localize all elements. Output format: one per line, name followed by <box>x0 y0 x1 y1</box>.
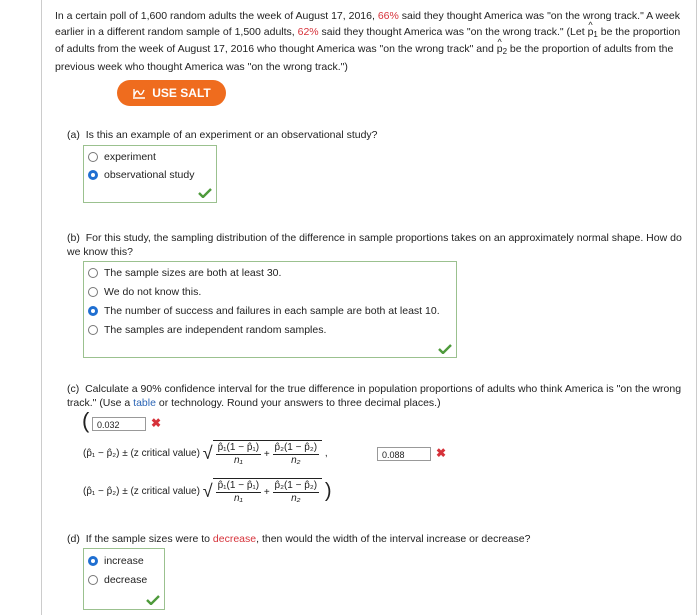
part-a-question: (a) Is this an example of an experiment or an observational study? <box>67 129 378 141</box>
p-hat-1-symbol: ^ p <box>588 25 594 41</box>
radio-button-selected[interactable] <box>88 556 98 566</box>
problem-intro: In a certain poll of 1,600 random adults the week of August 17, 2016, 66% said they thought America was "on the wrong track." A week earlier in a different random sample of 1,500 adults, 62% said they thought America was "on the wrong track." (Let ^ $p_1$ be the proportion of adults from the week of August 17, 2016 who thought America was "on the wrong track" and ^ $p_2$ be the proportion of adults from the previous week who thought America was "on the wrong track.") <box>55 9 688 75</box>
part-d-option-decrease[interactable]: decrease <box>88 574 147 586</box>
radio-button[interactable] <box>88 268 98 278</box>
incorrect-x-icon: ✖ <box>436 446 447 460</box>
part-a-option-experiment[interactable]: experiment <box>88 151 156 163</box>
part-b-answer-box <box>83 261 457 358</box>
incorrect-x-icon: ✖ <box>151 416 162 430</box>
part-b-option-4[interactable]: The samples are independent random samples. <box>88 324 326 336</box>
part-c-question: (c) Calculate a 90% confidence interval for the true difference in population proportions of adults who think America is "on the wrong track." (Use a table or technology. Round your answers to three decimal places.) <box>67 383 682 409</box>
radio-button-selected[interactable] <box>88 170 98 180</box>
correct-check-icon <box>198 188 212 198</box>
formula-upper: (p̂₁ − p̂₂) ± (z critical value) √ $\frac{\text{p̂₁(1 − p̂₁)}}{\text{n₁}}$ + $\frac{\text{p̂₂(1 − p̂₂)}}{\text{n₂}}$ ) <box>83 480 332 504</box>
radio-button[interactable] <box>88 287 98 297</box>
p-hat-2-symbol: ^ p <box>497 42 503 58</box>
part-b-option-2[interactable]: We do not know this. <box>88 286 201 298</box>
salt-chart-icon <box>132 87 146 99</box>
pct-week0: 62% <box>297 25 319 38</box>
decrease-keyword: decrease <box>212 533 257 545</box>
upper-bound-input[interactable]: 0.088 <box>377 447 431 461</box>
correct-check-icon <box>146 595 160 605</box>
part-b-option-1[interactable]: The sample sizes are both at least 30. <box>88 267 281 279</box>
part-a-option-observational[interactable]: observational study <box>88 169 194 181</box>
open-paren: ( <box>82 408 90 433</box>
part-d-question: (d) If the sample sizes were to decrease, then would the width of the interval increase or decrease? <box>67 533 531 545</box>
lower-bound-input[interactable]: 0.032 <box>92 417 146 431</box>
part-b-question: (b) For this study, the sampling distribution of the difference in sample proportions takes on an approximately normal shape. How do we know this? <box>67 232 682 258</box>
radio-button-selected[interactable] <box>88 306 98 316</box>
radio-button[interactable] <box>88 325 98 335</box>
pct-week1: 66% <box>377 10 399 22</box>
part-b-option-3[interactable]: The number of success and failures in each sample are both at least 10. <box>88 305 440 317</box>
correct-check-icon <box>438 344 452 354</box>
part-d-answer-box <box>83 548 165 610</box>
formula-lower: (p̂₁ − p̂₂) ± (z critical value) √ $\frac{\text{p̂₁(1 − p̂₁)}}{\text{n₁}}$ + $\frac{\text{p̂₂(1 − p̂₂)}}{\text{n₂}}$ , <box>83 442 328 466</box>
part-a-answer-box <box>83 145 217 203</box>
radio-button[interactable] <box>88 152 98 162</box>
use-salt-button[interactable]: USE SALT <box>117 80 226 106</box>
radio-button[interactable] <box>88 575 98 585</box>
part-d-option-increase[interactable]: increase <box>88 555 144 567</box>
table-link[interactable]: table <box>133 397 156 409</box>
